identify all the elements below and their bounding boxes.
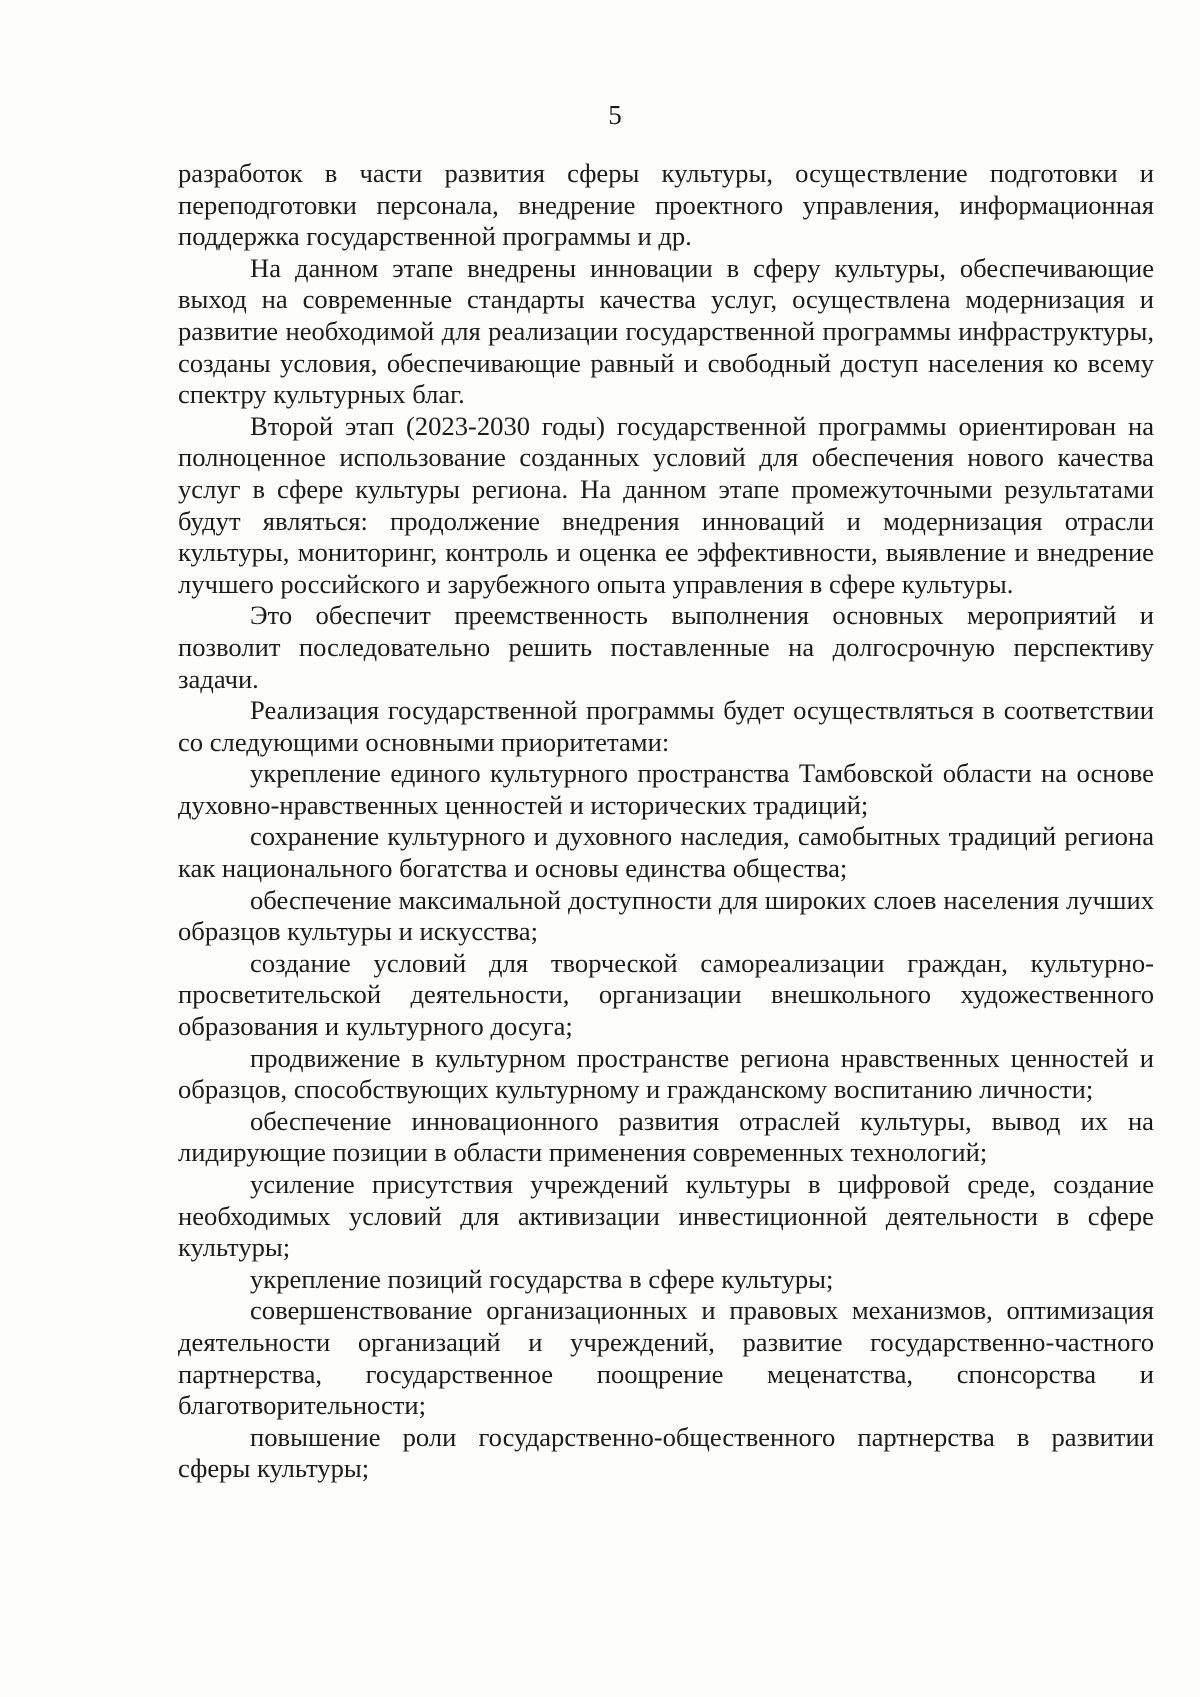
paragraph: Реализация государственной программы будет осуществляться в соответствии со следующими основными приоритетами:	[178, 695, 1154, 757]
priority-item: усиление присутствия учреждений культуры в цифровой среде, создание необходимых условий для активизации инвестиционной деятельности в сфере культуры;	[178, 1169, 1154, 1263]
priority-item: укрепление позиций государства в сфере культуры;	[250, 1263, 834, 1294]
priority-item: обеспечение инновационного развития отраслей культуры, вывод их на лидирующие позиции в области применения современных технологий;	[178, 1105, 1154, 1168]
priority-item: сохранение культурного и духовного наследия, самобытных традиций региона как национального богатства и основы единства общества;	[178, 821, 1154, 884]
page-number: 5	[608, 100, 622, 130]
priority-item: создание условий для творческой самореализации граждан, культурно-просветительской деятельности, организации внешкольного художественного образования и культурного досуга;	[178, 947, 1154, 1042]
priority-item: продвижение в культурном пространстве региона нравственных ценностей и образцов, способствующих культурному и гражданскому воспитанию личности;	[178, 1042, 1154, 1105]
paragraph: Это обеспечит преемственность выполнения основных мероприятий и позволит последовательно решить поставленные на долгосрочную перспективу задачи.	[178, 600, 1154, 694]
priority-item: укрепление единого культурного пространства Тамбовской области на основе духовно-нравственных ценностей и исторических традиций;	[178, 758, 1154, 820]
priority-item: совершенствование организационных и правовых механизмов, оптимизация деятельности организаций и учреждений, развитие государственно-частного партнерства, государственное поощрение меценатства, спонсорства и благотворительности;	[178, 1295, 1154, 1421]
paragraph: На данном этапе внедрены инновации в сферу культуры, обеспечивающие выход на современные стандарты качества услуг, осуществлена модернизация и развитие необходимой для реализации государственной программы инфраструктуры, созданы условия, обеспечивающие равный и свободный доступ населения ко всему спектру культурных благ.	[178, 252, 1154, 410]
priority-item: повышение роли государственно-общественного партнерства в развитии сферы культуры;	[178, 1421, 1154, 1484]
paragraph: Второй этап (2023-2030 годы) государственной программы ориентирован на полноценное использование созданных условий для обеспечения нового качества услуг в сфере культуры региона. На данном этапе промежуточными результатами будут являться: продолжение внедрения инноваций и модернизация отрасли культуры, мониторинг, контроль и оценка ее эффективности, выявление и внедрение лучшего российского и зарубежного опыта управления в сфере культуры.	[178, 410, 1154, 599]
document-body	[178, 158, 1154, 1485]
paragraph: разработок в части развития сферы культуры, осуществление подготовки и переподготовки персонала, внедрение проектного управления, информационная поддержка государственной программы и др.	[178, 158, 1154, 252]
priority-item: обеспечение максимальной доступности для широких слоев населения лучших образцов культуры и искусства;	[178, 884, 1154, 947]
